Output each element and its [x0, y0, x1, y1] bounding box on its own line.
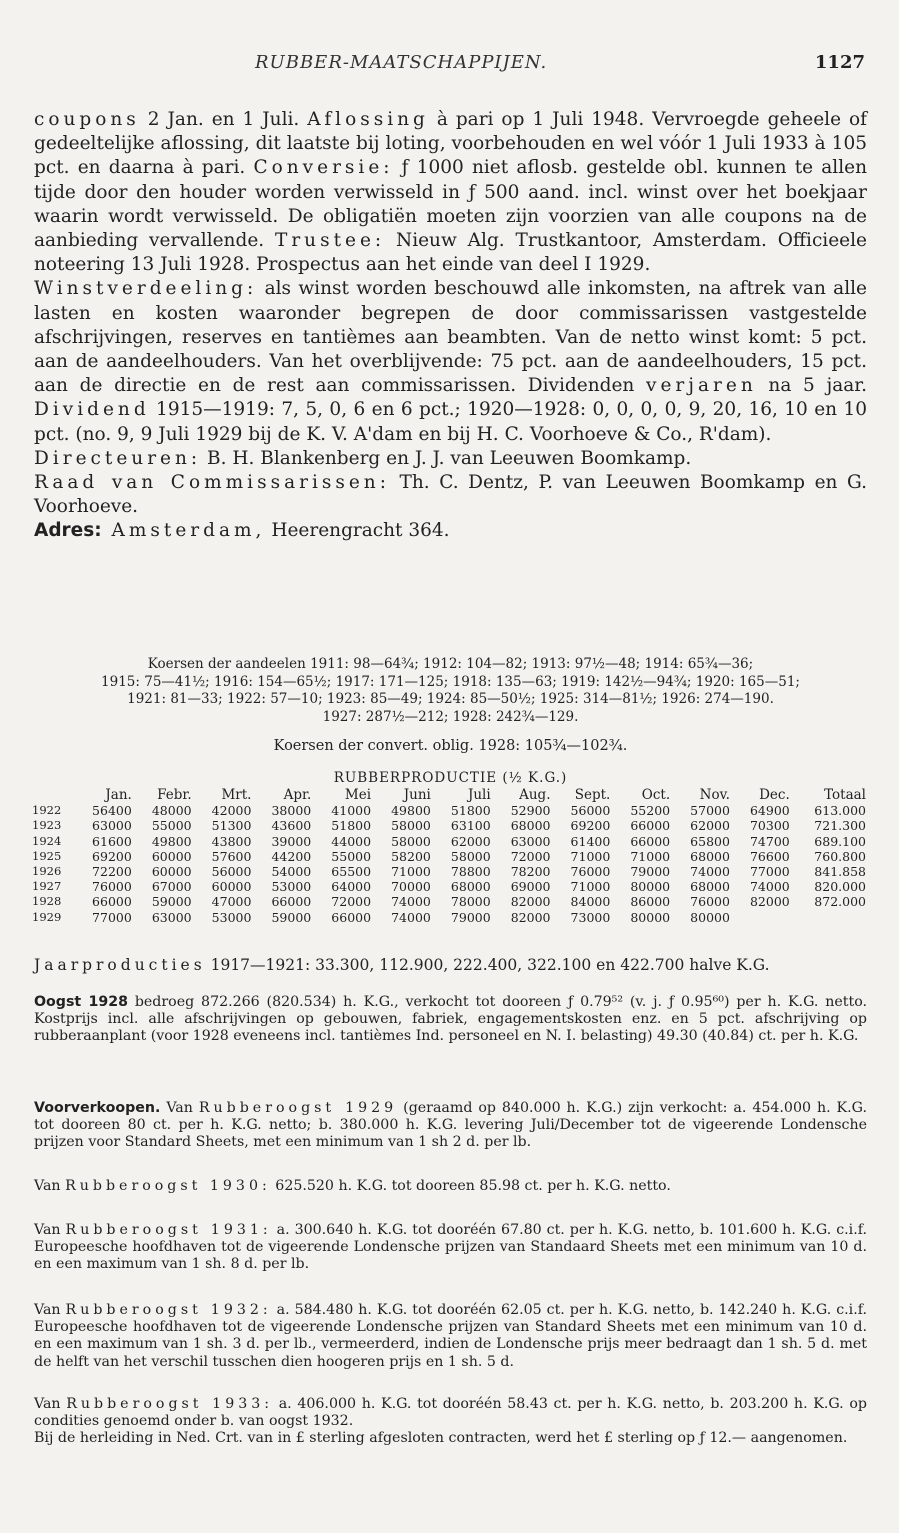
- term-rubberoogst: Rubberoogst 1929: [198, 1100, 398, 1116]
- table-row: [30, 849, 868, 864]
- value-cell: 77000: [749, 864, 790, 880]
- value-cell: 59000: [271, 909, 312, 925]
- value-cell: 68000: [450, 879, 491, 895]
- value-cell: 58000: [391, 818, 431, 834]
- value-cell: 66000: [92, 894, 132, 910]
- value-cell: 58000: [391, 833, 431, 849]
- term-trustee: Trustee:: [275, 230, 386, 252]
- column-header: Juni: [403, 787, 431, 803]
- value-cell: 65500: [331, 864, 372, 880]
- value-cell: 58200: [391, 848, 431, 864]
- value-cell: 80000: [630, 909, 671, 925]
- value-cell: 66000: [630, 818, 671, 834]
- value-cell: 76600: [749, 848, 790, 864]
- value-cell: 84000: [570, 894, 611, 910]
- value-cell: 53000: [211, 909, 252, 925]
- table-row: [30, 910, 868, 925]
- value-cell: 70300: [749, 818, 790, 834]
- value-cell: 59000: [151, 894, 192, 910]
- value-cell: 76000: [690, 894, 730, 910]
- text: Nieuw Alg. Trustkantoor, Amsterdam. Officieele noteering 13 Juli 1928. Prospectus aan het einde van deel I 1929.: [34, 230, 867, 276]
- value-cell: 71000: [630, 848, 671, 864]
- value-cell: 74000: [391, 909, 431, 925]
- year-cell: 1924: [32, 833, 62, 848]
- term-rubberoogst: Rubberoogst 1932:: [65, 1302, 272, 1318]
- text: 1915—1919: 7, 5, 0, 6 en 6 pct.; 1920—1928: 0, 0, 0, 0, 9, 20, 16, 10 en 10 pct. (no. 9, 9 Juli 1929 bij de K. V. A'dam en bij H. C. Voorhoeve & Co., R'dam).: [34, 399, 867, 445]
- column-header: Totaal: [824, 787, 866, 803]
- exchange-rate-note: Bij de herleiding in Ned. Crt. van in £ sterling afgesloten contracten, werd het £ sterling op ƒ 12.— aangenomen.: [34, 1430, 848, 1447]
- value-cell: 64900: [749, 803, 790, 819]
- term-rubberoogst: Rubberoogst 1930:: [65, 1178, 271, 1194]
- value-cell: 44000: [331, 833, 372, 849]
- value-cell: [792, 910, 868, 925]
- directors-paragraph: [34, 447, 867, 471]
- address-paragraph: [34, 519, 867, 543]
- value-cell: 69000: [510, 879, 551, 895]
- value-cell: 82000: [510, 894, 551, 910]
- term-directeuren: Directeuren:: [34, 447, 202, 469]
- table-row: [30, 894, 868, 909]
- value-cell: 721.300: [814, 818, 866, 834]
- value-cell: 77000: [92, 909, 132, 925]
- value-cell: 43600: [271, 818, 312, 834]
- harvest-1928-paragraph: [34, 994, 867, 1046]
- text: 1917—1921: 33.300, 112.900, 222.400, 322.100 en 422.700 halve K.G.: [205, 956, 770, 974]
- share-prices: [34, 656, 867, 726]
- value-cell: 41000: [331, 803, 372, 819]
- rubber-production-table: [30, 788, 868, 925]
- column-header: Nov.: [699, 787, 730, 803]
- year-cell: 1929: [32, 909, 62, 924]
- value-cell: 78200: [510, 864, 551, 880]
- table-row: [30, 834, 868, 849]
- table-header-row: [30, 788, 868, 803]
- value-cell: 78000: [450, 894, 491, 910]
- text: a. 584.480 h. K.G. tot dooréén 62.05 ct. per h. K.G. netto, b. 142.240 h. K.G. c.i.f. Europeesche hoofdhaven tot de vigeerende Londensche prijzen van Standard Sheets met een minimum van 10 d. en een maximum van 1 sh. 3 d. per lb., vermeerderd, indien de Londensche prijs meer bedraagt dan 1 sh. 5 d. met de helft van het verschil tusschen dien hoogeren prijs en 1 sh. 5 d.: [34, 1302, 867, 1370]
- value-cell: 68000: [510, 818, 551, 834]
- page-number: 1127: [814, 52, 865, 73]
- value-cell: 42000: [211, 803, 252, 819]
- year-cell: 1922: [32, 803, 62, 818]
- value-cell: 63000: [92, 818, 132, 834]
- column-header: Sept.: [574, 787, 611, 803]
- value-cell: 51300: [211, 818, 252, 834]
- page-header: [0, 52, 899, 82]
- term-adres: Adres:: [34, 520, 102, 542]
- column-header: [30, 788, 74, 803]
- value-cell: 82000: [749, 894, 790, 910]
- value-cell: 71000: [570, 848, 611, 864]
- forward-sales-paragraph: [34, 1100, 867, 1152]
- forward-sales-1930: [34, 1178, 867, 1195]
- value-cell: 72200: [92, 864, 132, 880]
- value-cell: 51800: [331, 818, 372, 834]
- value-cell: 65800: [690, 833, 730, 849]
- value-cell: 76000: [92, 879, 132, 895]
- term-coupons: coupons: [34, 109, 140, 130]
- text: 2 Jan. en 1 Juli.: [139, 109, 308, 130]
- value-cell: 82000: [510, 909, 551, 925]
- column-header: Febr.: [157, 787, 192, 803]
- year-cell: 1928: [32, 894, 62, 909]
- value-cell: 44200: [271, 848, 312, 864]
- table-row: [30, 818, 868, 833]
- value-cell: 61600: [92, 833, 132, 849]
- value-cell: 63000: [151, 909, 192, 925]
- value-cell: 58000: [450, 848, 491, 864]
- value-cell: 79000: [630, 864, 671, 880]
- text: a. 300.640 h. K.G. tot dooréén 67.80 ct. per h. K.G. netto, b. 101.600 h. K.G. c.i.f. Europeesche hoofdhaven tot de vigeerende Londensche prijzen van Standaard Sheets met een minimum van 10 d. en een maximum van 1 sh. 8 d. per lb.: [34, 1222, 867, 1273]
- term-conversie: Conversie:: [253, 157, 394, 179]
- value-cell: 63000: [510, 833, 551, 849]
- value-cell: 69200: [570, 818, 611, 834]
- value-cell: 62000: [690, 818, 730, 834]
- term-rubberoogst: Rubberoogst 1933:: [66, 1396, 274, 1412]
- term-voorverkoopen: Voorverkoopen.: [34, 1100, 161, 1116]
- year-cell: 1923: [32, 818, 62, 833]
- value-cell: 55000: [331, 848, 372, 864]
- value-cell: 72000: [510, 848, 551, 864]
- term-aflossing: Aflossing: [307, 109, 429, 130]
- column-header: Jan.: [105, 787, 132, 803]
- share-prices-line: 1921: 81—33; 1922: 57—10; 1923: 85—49; 1924: 85—50½; 1925: 314—81½; 1926: 274—190.: [127, 691, 774, 707]
- value-cell: 62000: [450, 833, 491, 849]
- term-raad-van-commissarissen: Raad van Commissarissen:: [34, 472, 390, 494]
- value-cell: 76000: [570, 864, 611, 880]
- value-cell: 613.000: [814, 803, 866, 819]
- share-prices-line: Koersen der aandeelen 1911: 98—64¾; 1912: 104—82; 1913: 97½—48; 1914: 65¾—36;: [147, 656, 754, 672]
- rubber-production-title: RUBBERPRODUCTIE (½ K.G.): [333, 770, 568, 786]
- value-cell: 51800: [450, 803, 491, 819]
- value-cell: 80000: [690, 909, 730, 925]
- street: Heerengracht 364.: [265, 520, 450, 542]
- value-cell: 74000: [749, 879, 790, 895]
- forward-sales-1933: [34, 1396, 867, 1448]
- text: B. H. Blankenberg en J. J. van Leeuwen Boomkamp.: [201, 447, 692, 469]
- value-cell: 56000: [211, 864, 252, 880]
- share-prices-line: 1915: 75—41½; 1916: 154—65½; 1917: 171—125; 1918: 135—63; 1919: 142½—94¾; 1920: 165—51;: [101, 673, 800, 690]
- company-description: [34, 108, 867, 544]
- value-cell: 49800: [151, 833, 192, 849]
- value-cell: 49800: [391, 803, 431, 819]
- annual-production: [34, 956, 867, 974]
- value-cell: 48000: [151, 803, 192, 819]
- value-cell: 54000: [271, 864, 312, 880]
- column-header: Apr.: [283, 787, 312, 803]
- city: Amsterdam,: [101, 520, 266, 542]
- value-cell: 56400: [92, 803, 132, 819]
- value-cell: 60000: [151, 864, 192, 880]
- value-cell: 60000: [151, 848, 192, 864]
- text: als winst worden beschouwd alle inkomsten, na aftrek van alle lasten en kosten waaronder begrepen de door commissarissen vastgestelde afschrijvingen, reserves en tantièmes aan beambten. Van de netto winst komt: 5 pct. aan de aandeelhouders. Van het overblijvende: 75 pct. aan de aandeelhouders, 15 pct. aan de directie en de rest aan commissarissen. Dividenden: [34, 278, 867, 397]
- text: a. 406.000 h. K.G. tot dooréén 58.43 ct. per h. K.G. netto, b. 203.200 h. K.G. op condities genoemd onder b. van oogst 1932.: [34, 1396, 867, 1430]
- column-header: Oct.: [641, 787, 671, 803]
- term-jaarproducties: Jaarproducties: [34, 956, 206, 974]
- value-cell: 71000: [570, 879, 611, 895]
- value-cell: 70000: [391, 879, 431, 895]
- table-row: [30, 803, 868, 818]
- text: Van: [34, 1222, 66, 1238]
- value-cell: [732, 910, 792, 925]
- year-cell: 1925: [32, 848, 62, 863]
- profit-distribution-paragraph: [34, 277, 867, 446]
- value-cell: 61400: [570, 833, 611, 849]
- column-header: Dec.: [759, 787, 790, 803]
- value-cell: 47000: [211, 894, 252, 910]
- convertible-bond-prices: Koersen der convert. oblig. 1928: 105¾—102¾.: [273, 738, 628, 754]
- value-cell: 53000: [271, 879, 312, 895]
- value-cell: 80000: [630, 879, 671, 895]
- value-cell: 68000: [690, 848, 730, 864]
- value-cell: 64000: [331, 879, 372, 895]
- text: bedroeg 872.266 (820.534) h. K.G., verkocht tot dooreen ƒ 0.79⁵² (v. j. ƒ 0.95⁶⁰) per h. K.G. netto. Kostprijs incl. alle afschrijvingen op gebouwen, fabriek, engagementskosten enz. en 5 pct. afschrijving op rubberaanplant (voor 1928 eveneens incl. tantièmes Ind. personeel en N. I. belasting) 49.30 (40.84) ct. per h. K.G.: [34, 994, 867, 1045]
- value-cell: 86000: [630, 894, 671, 910]
- value-cell: 39000: [271, 833, 312, 849]
- text: Van: [34, 1396, 67, 1412]
- value-cell: 68000: [690, 879, 730, 895]
- value-cell: 79000: [450, 909, 491, 925]
- bond-terms-paragraph: [34, 108, 867, 277]
- value-cell: 71000: [391, 864, 431, 880]
- column-header: Juli: [467, 787, 491, 803]
- forward-sales-1932: [34, 1302, 867, 1371]
- term-dividend: Dividend: [34, 399, 150, 421]
- text: (geraamd op 840.000 h. K.G.) zijn verkocht: a. 454.000 h. K.G. tot dooreen 80 ct. per h. K.G. netto; b. 380.000 h. K.G. levering Juli/December tot de vigeerende Londensche prijzen voor Standard Sheets, met een minimum van 1 sh 2 d. per lb.: [34, 1100, 867, 1151]
- text: na 5 jaar.: [756, 375, 868, 397]
- value-cell: 872.000: [814, 894, 866, 910]
- value-cell: 760.800: [814, 848, 866, 864]
- value-cell: 69200: [92, 848, 132, 864]
- year-cell: 1927: [32, 879, 62, 894]
- value-cell: 72000: [331, 894, 372, 910]
- text: Th. C. Dentz, P. van Leeuwen Boomkamp en G. Voorhoeve.: [34, 472, 867, 518]
- value-cell: 74700: [749, 833, 790, 849]
- value-cell: 60000: [211, 879, 252, 895]
- value-cell: 66000: [630, 833, 671, 849]
- value-cell: 52900: [510, 803, 551, 819]
- forward-sales-1931: [34, 1222, 867, 1274]
- text: ƒ 1000 niet aflosb. gestelde obl. kunnen te allen tijde door den houder worden verwisseld in ƒ 500 aand. incl. winst over het boekjaar waarin wordt verwisseld. De obligatiën moeten zijn voorzien van alle coupons na de aanbieding vervallende.: [34, 157, 867, 252]
- text: Van: [160, 1100, 199, 1116]
- term-rubberoogst: Rubberoogst 1931:: [65, 1222, 272, 1238]
- text: à pari op 1 Juli 1948. Vervroegde geheele of gedeeltelijke aflossing, dit laatste bij loting, voorbehouden en wel vóór 1 Juli 1933 à 105 pct. en daarna à pari.: [34, 109, 867, 179]
- value-cell: 689.100: [814, 833, 866, 849]
- column-header: Mei: [344, 787, 372, 803]
- value-cell: 57000: [690, 803, 730, 819]
- value-cell: 820.000: [814, 879, 866, 895]
- value-cell: 55200: [630, 803, 671, 819]
- value-cell: 73000: [570, 909, 611, 925]
- column-header: Aug.: [519, 787, 551, 803]
- share-prices-line: 1927: 287½—212; 1928: 242¾—129.: [322, 708, 579, 725]
- term-winstverdeeling: Winstverdeeling:: [34, 278, 258, 300]
- board-paragraph: [34, 471, 867, 519]
- term-verjaren: verjaren: [646, 375, 757, 397]
- text: Van: [34, 1302, 66, 1318]
- column-header: Mrt.: [221, 787, 252, 803]
- value-cell: 43800: [211, 833, 252, 849]
- table-row: [30, 864, 868, 879]
- running-title: RUBBER-MAATSCHAPPIJEN.: [255, 52, 548, 73]
- value-cell: 63100: [450, 818, 491, 834]
- text: 625.520 h. K.G. tot dooreen 85.98 ct. per h. K.G. netto.: [270, 1178, 671, 1194]
- value-cell: 67000: [151, 879, 192, 895]
- term-oogst-1928: Oogst 1928: [34, 994, 128, 1010]
- table-row: [30, 879, 868, 894]
- value-cell: 55000: [151, 818, 192, 834]
- year-cell: 1926: [32, 864, 62, 879]
- value-cell: 66000: [271, 894, 312, 910]
- value-cell: 57600: [211, 848, 252, 864]
- value-cell: 38000: [271, 803, 312, 819]
- value-cell: 66000: [331, 909, 372, 925]
- text: Van: [34, 1178, 66, 1194]
- value-cell: 74000: [690, 864, 730, 880]
- value-cell: 78800: [450, 864, 491, 880]
- value-cell: 56000: [570, 803, 611, 819]
- value-cell: 841.858: [814, 864, 866, 880]
- value-cell: 74000: [391, 894, 431, 910]
